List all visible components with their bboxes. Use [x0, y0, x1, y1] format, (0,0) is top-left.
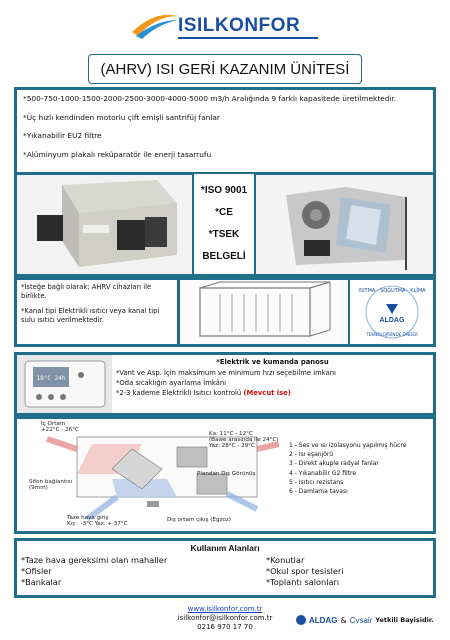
- options-note-2: *Kanal tipi Elektrikli ısıtıcı veya kanal tipi sulu ısıtıcı verilmektedir.: [21, 307, 160, 324]
- diagram-left-2: (9mm): [29, 485, 48, 491]
- legend-item: 1 - Ses ve ısı izolasyonu yapılmış hücre: [289, 442, 407, 449]
- usage-left-list: [21, 555, 167, 588]
- legend-item: 4 - Yıkanabilir G2 filtre: [289, 469, 357, 477]
- diagram-top-right-3: Yaz: 28°C - 29°C: [209, 443, 255, 449]
- logo-swoosh-icon: [130, 6, 180, 44]
- legend-item: 6 - Damlama tavası: [289, 488, 348, 496]
- footer-dealer: Yetkili Bayisidir.: [375, 616, 434, 624]
- legend-item: 3 - Direkt akuple radyal fanlar: [289, 460, 379, 468]
- diagram-fresh-2: Kış : -3°C Yaz: + 37°C: [67, 521, 128, 527]
- heater-photo: [180, 280, 348, 344]
- ahrv-open-unit-icon: [256, 175, 433, 274]
- ahrv-open-unit-photo: [256, 175, 433, 274]
- diagram-top-right-1: Ka: 11°C - 12°C: [209, 431, 253, 437]
- aldag-sub: TEKNOLOJİSİNDE ÖNDER: [366, 332, 418, 337]
- feature-item: *500-750-1000-1500-2000-2500-3000-4000-5000 m3/h Aralığında 9 farklı kapasitede üretilmektedir.: [23, 94, 397, 103]
- feature-item: *Alüminyum plakalı reküparatör ile enerji tasarrufu: [23, 149, 212, 159]
- cert-ce: *CE: [215, 207, 233, 218]
- control-panel-icon: [17, 355, 112, 413]
- footer-email: isilkonfor@isilkonfor.com.tr: [177, 614, 273, 622]
- control-title: *Elektrik ve kumanda panosu: [216, 358, 329, 366]
- page-title: [88, 54, 362, 84]
- diagram-outside: Dış ortam çıkış (Egzoz): [167, 517, 231, 523]
- feature-item: *Üç hızlı kendinden motorlu çift emişli santrifüj fanlar: [23, 112, 220, 122]
- features-box: [17, 90, 433, 172]
- certifications-box: [194, 174, 254, 274]
- usage-item: *Konutlar: [266, 555, 305, 565]
- usage-item: *Bankalar: [21, 577, 62, 587]
- usage-item: *Toplantı salonları: [266, 577, 340, 587]
- diagram-fresh-1: Taze hava giriş: [67, 515, 109, 521]
- footer-phone: 0216 970 17 70: [197, 623, 253, 631]
- cert-iso: *ISO 9001: [200, 185, 248, 196]
- usage-item: *Taze hava gereksimi olan mahaller: [21, 555, 168, 565]
- aldag-logo-icon: [296, 615, 306, 625]
- usage-title: Kullanım Alanları: [190, 543, 260, 553]
- options-note: [17, 280, 177, 344]
- diagram-side-label: Plandan Dış Görünüş: [197, 471, 256, 477]
- aldag-badge-icon: [350, 280, 433, 344]
- diagram-left-1: Sifon bağlantısı: [29, 479, 73, 485]
- usage-item: *Okul spor tesisleri: [266, 566, 344, 576]
- cert-belgeli: BELGELİ: [202, 251, 246, 262]
- options-note-1: *İsteğe bağlı olarak; AHRV cihazları ile birlikte.: [21, 283, 152, 300]
- control-item-3-highlight: (Mevcut ise): [243, 389, 291, 397]
- diagram-in-temp: +22°C - 26°C: [41, 427, 79, 433]
- footer-brand1: ALDAG: [309, 615, 338, 625]
- control-item-2: *Oda sıcaklığın ayarlama İmkânı: [116, 379, 227, 387]
- brand-logo: [130, 6, 320, 44]
- legend-item: 2 - Isı eşanjörü: [289, 451, 334, 459]
- aldag-badge: [350, 280, 433, 344]
- duct-heater-icon: [180, 280, 348, 344]
- diagram-top-right-2: (Bawe arasında ile 24°C): [209, 437, 279, 443]
- control-display-text: 18°C 24h: [36, 375, 66, 382]
- usage-box: [17, 541, 433, 595]
- feature-item: *Yıkanabilir EU2 filtre: [23, 131, 102, 140]
- control-panel-box: [112, 355, 433, 413]
- diagram-legend: [289, 441, 433, 496]
- diagram-area: [17, 419, 433, 531]
- logo-underline: [178, 37, 318, 39]
- usage-item: *Ofisler: [21, 566, 52, 576]
- footer-brands: [296, 612, 446, 628]
- aldag-arc-text: ISITMA · SOĞUTMA · KLİMA: [358, 288, 426, 294]
- control-panel-photo: [17, 355, 112, 413]
- legend-item: 5 - Isıtıcı rezistans: [289, 478, 344, 486]
- website-link[interactable]: www.isilkonfor.com.tr: [187, 605, 263, 613]
- cert-tsek: *TSEK: [208, 229, 240, 240]
- logo-text: ISILKONFOR: [178, 15, 301, 36]
- ahrv-unit-photo: [17, 175, 192, 274]
- usage-right-list: [266, 555, 344, 588]
- page-title-text: (AHRV) ISI GERİ KAZANIM ÜNİTESİ: [100, 60, 350, 78]
- footer-amp: &: [340, 615, 347, 625]
- footer-brand2: Cvsair: [349, 615, 373, 625]
- aldag-name: ALDAG: [379, 317, 405, 324]
- control-item-3-text: *2-3 kademe Elektrikli Isıtıcı kontrolü: [116, 389, 244, 397]
- control-item-3: [116, 388, 433, 398]
- control-item-1: *Vant ve Asp. İçin maksimum ve minimum hızı seçebilme imkanı: [116, 369, 336, 377]
- ahrv-unit-image-icon: [17, 175, 192, 274]
- footer-contact: [160, 601, 290, 632]
- diagram-in-room: İç Ortam: [41, 421, 66, 427]
